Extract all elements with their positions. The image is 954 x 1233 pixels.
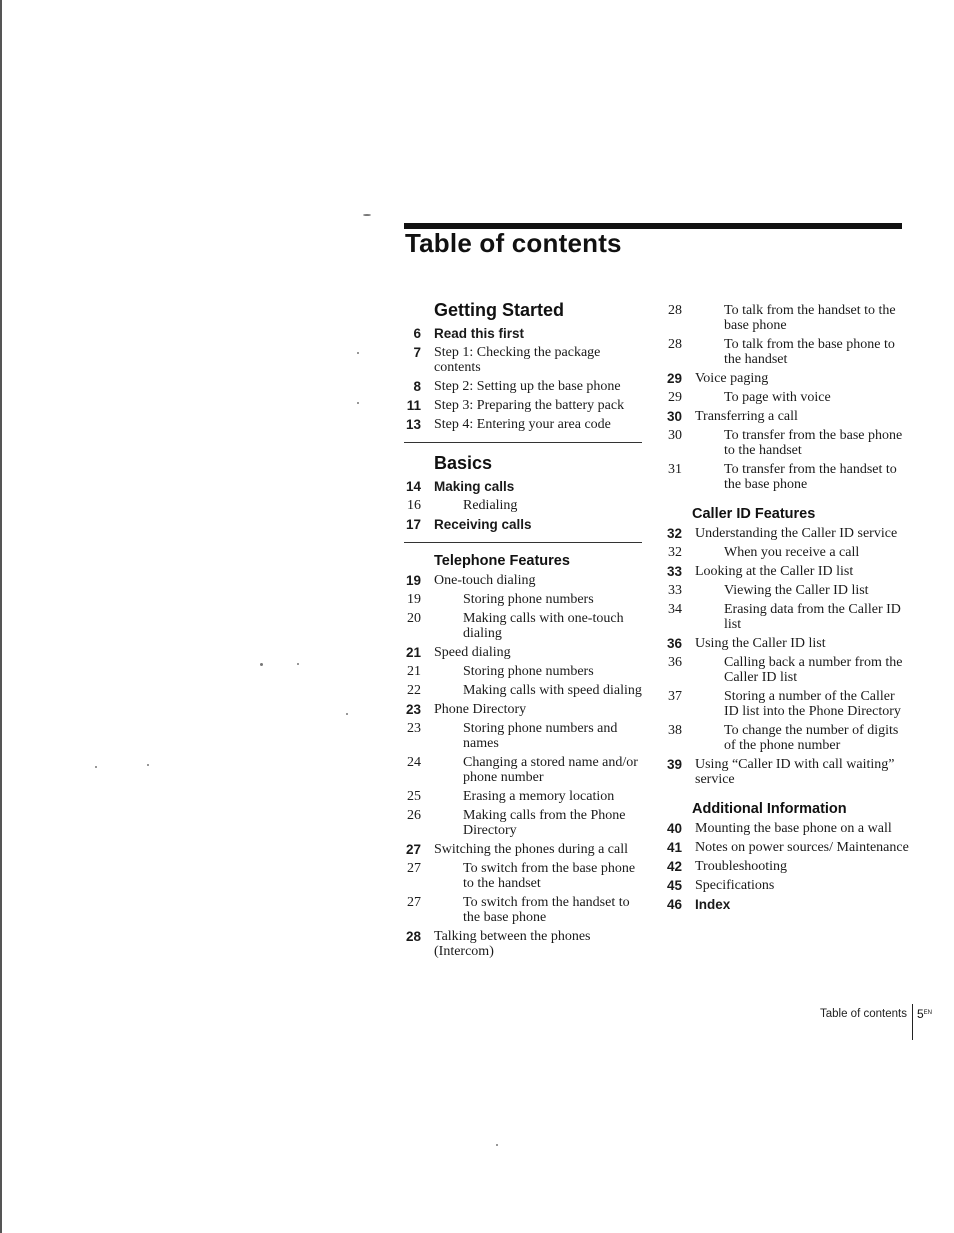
toc-entry-title: Using the Caller ID list [695, 636, 826, 651]
footer-divider [912, 1004, 913, 1040]
toc-entry[interactable] [662, 583, 912, 598]
toc-entry[interactable] [662, 526, 912, 541]
toc-entry[interactable] [662, 545, 912, 560]
section-heading: Basics [434, 453, 493, 473]
toc-entry-title: Redialing [463, 498, 518, 513]
toc-page-number: 46 [666, 897, 682, 912]
toc-page-number: 29 [668, 390, 682, 405]
toc-entry-title: Step 3: Preparing the battery pack [434, 398, 625, 413]
toc-page-number: 28 [668, 303, 682, 318]
toc-page-number: 42 [666, 859, 682, 874]
toc-entry-title: Making calls with one-touch dialing [463, 611, 624, 641]
toc-page-number: 39 [666, 757, 682, 772]
toc-page-number: 37 [668, 689, 682, 704]
toc-entry[interactable] [404, 755, 642, 785]
section-heading: Getting Started [434, 300, 565, 320]
toc-entry-title: Step 1: Checking the package contents [434, 345, 601, 375]
toc-section [404, 298, 642, 432]
toc-section [404, 542, 642, 959]
toc-entry-title: Erasing data from the Caller ID list [724, 602, 901, 632]
toc-entry-title: Using “Caller ID with call waiting” service [695, 757, 895, 787]
toc-page-number: 27 [407, 861, 421, 876]
toc-section [662, 799, 912, 912]
toc-entry[interactable] [662, 602, 912, 632]
toc-page-number: 25 [407, 789, 421, 804]
toc-page-number: 23 [405, 702, 421, 717]
toc-page-number: 41 [666, 840, 682, 855]
toc-entry[interactable] [404, 929, 642, 959]
toc-entry[interactable] [404, 417, 642, 432]
page-footer [820, 1006, 932, 1040]
toc-entry-title: Voice paging [695, 371, 769, 386]
toc-entry[interactable] [662, 371, 912, 386]
toc-page-number: 28 [405, 929, 421, 944]
toc-entry-title: Storing a number of the Caller ID list into the Phone Directory [724, 689, 901, 719]
toc-page-number: 20 [407, 611, 421, 626]
toc-entry-title: To switch from the base phone to the handset [463, 861, 636, 891]
toc-entry[interactable] [404, 789, 642, 804]
scan-left-edge [0, 0, 2, 1233]
toc-page-number: 38 [668, 723, 682, 738]
toc-left-column [404, 298, 642, 963]
toc-page-number: 29 [666, 371, 682, 386]
scan-speck [260, 663, 263, 666]
toc-page-number: 27 [407, 895, 421, 910]
toc-entry-title: Making calls [434, 479, 515, 494]
toc-page-number: 31 [668, 462, 682, 477]
toc-page-number: 28 [668, 337, 682, 352]
scan-speck [496, 1144, 498, 1146]
toc-entry-title: Changing a stored name and/or phone number [463, 755, 638, 785]
toc-entry-title: Specifications [695, 878, 775, 893]
footer-section-label: Table of contents [820, 1008, 907, 1020]
scan-speck [357, 352, 359, 354]
toc-page-number: 16 [407, 498, 421, 513]
toc-page-number: 19 [407, 592, 421, 607]
toc-page-number: 36 [666, 636, 682, 651]
toc-entry-title: To transfer from the base phone to the handset [724, 428, 903, 458]
scan-speck [297, 663, 299, 665]
toc-entry-title: One-touch dialing [434, 573, 536, 588]
toc-entry-title: To change the number of digits of the phone number [724, 723, 899, 753]
toc-entry-title: Looking at the Caller ID list [695, 564, 854, 579]
section-divider [404, 542, 642, 543]
toc-entry-title: Mounting the base phone on a wall [695, 821, 892, 836]
toc-entry[interactable] [404, 895, 642, 925]
toc-entry-title: When you receive a call [724, 545, 860, 560]
toc-entry-title: Storing phone numbers and names [463, 721, 618, 751]
toc-entry[interactable] [662, 636, 912, 651]
toc-section [662, 303, 912, 492]
toc-entry[interactable] [662, 840, 912, 855]
toc-entry[interactable] [404, 721, 642, 751]
toc-page-number: 22 [407, 683, 421, 698]
toc-entry-title: To talk from the handset to the base phone [724, 303, 896, 333]
toc-entry-title: Calling back a number from the Caller ID list [724, 655, 903, 685]
toc-entry-title: Step 2: Setting up the base phone [434, 379, 621, 394]
toc-page-number: 36 [668, 655, 682, 670]
toc-page-number: 30 [668, 428, 682, 443]
toc-page-number: 6 [413, 326, 421, 341]
toc-section [404, 442, 642, 532]
toc-page-number: 7 [413, 345, 421, 360]
toc-page-number: 14 [405, 479, 421, 494]
section-heading: Caller ID Features [692, 506, 816, 522]
toc-entry-title: To page with voice [724, 390, 831, 405]
toc-entry[interactable] [404, 842, 642, 857]
toc-entry-title: Receiving calls [434, 517, 532, 532]
scan-speck [95, 766, 97, 768]
toc-entry[interactable] [404, 861, 642, 891]
toc-entry-title: To switch from the handset to the base phone [463, 895, 630, 925]
toc-entry[interactable] [662, 859, 912, 874]
toc-page-number: 27 [405, 842, 421, 857]
toc-entry-title: Notes on power sources/ Maintenance [695, 840, 909, 855]
toc-page-number: 30 [666, 409, 682, 424]
toc-entry[interactable] [404, 683, 642, 698]
toc-entry[interactable] [662, 757, 912, 787]
section-heading: Additional Information [692, 801, 847, 817]
toc-right-column [662, 303, 912, 916]
toc-entry[interactable] [404, 808, 642, 838]
toc-entry[interactable] [662, 655, 912, 685]
toc-entry-title: Erasing a memory location [463, 789, 615, 804]
toc-page-number: 26 [407, 808, 421, 823]
toc-page-number: 13 [405, 417, 421, 432]
toc-entry[interactable] [662, 409, 912, 424]
toc-entry-title: Talking between the phones (Intercom) [434, 929, 591, 959]
toc-page-number: 33 [666, 564, 682, 579]
footer-page-suffix: EN [923, 1010, 932, 1016]
toc-entry-title: Storing phone numbers [463, 592, 594, 607]
scan-speck [357, 402, 359, 404]
toc-entry-title: Switching the phones during a call [434, 842, 629, 857]
toc-entry-title: Storing phone numbers [463, 664, 594, 679]
section-divider [404, 442, 642, 443]
toc-entry[interactable] [404, 592, 642, 607]
toc-entry[interactable] [404, 326, 642, 341]
toc-entry[interactable] [404, 645, 642, 660]
toc-entry[interactable] [404, 479, 642, 494]
toc-page-number: 21 [407, 664, 421, 679]
toc-page-number: 32 [666, 526, 682, 541]
toc-entry[interactable] [662, 564, 912, 579]
toc-page-number: 11 [406, 398, 421, 413]
toc-page-number: 23 [407, 721, 421, 736]
toc-entry-title: Making calls with speed dialing [463, 683, 642, 698]
scan-speck [346, 713, 348, 715]
toc-entry[interactable] [662, 428, 912, 458]
section-heading: Telephone Features [434, 553, 570, 569]
toc-entry[interactable] [404, 517, 642, 532]
toc-entry[interactable] [404, 345, 642, 375]
toc-page-number: 21 [405, 645, 421, 660]
toc-entry-title: Step 4: Entering your area code [434, 417, 611, 432]
toc-entry-title: Troubleshooting [695, 859, 788, 874]
toc-entry[interactable] [404, 573, 642, 588]
toc-entry[interactable] [662, 390, 912, 405]
page-title: Table of contents [405, 228, 622, 258]
toc-entry-title: To transfer from the handset to the base phone [724, 462, 897, 492]
toc-entry-title: Phone Directory [434, 702, 527, 717]
toc-page-number: 24 [407, 755, 421, 770]
toc-entry-title: Speed dialing [434, 645, 511, 660]
scan-speck [147, 764, 149, 766]
footer-page-value: 5 [916, 1007, 924, 1021]
toc-entry[interactable] [404, 611, 642, 641]
toc-page-number: 34 [668, 602, 682, 617]
toc-entry-title: Viewing the Caller ID list [724, 583, 869, 598]
toc-entry[interactable] [404, 498, 642, 513]
toc-entry[interactable] [662, 462, 912, 492]
footer-page-number [917, 1006, 932, 1022]
toc-page-number: 32 [668, 545, 682, 560]
toc-section [662, 504, 912, 787]
toc-page-number: 17 [405, 517, 421, 532]
toc-entry[interactable] [662, 897, 912, 912]
toc-entry[interactable] [662, 723, 912, 753]
toc-page-number: 33 [668, 583, 682, 598]
scan-speck [363, 214, 371, 216]
toc-entry[interactable] [404, 702, 642, 717]
toc-entry[interactable] [404, 664, 642, 679]
toc-entry[interactable] [662, 689, 912, 719]
toc-page-number: 40 [666, 821, 682, 836]
toc-entry-title: Index [695, 897, 731, 912]
toc-entry-title: Read this first [434, 326, 525, 341]
toc-entry[interactable] [662, 337, 912, 367]
toc-entry[interactable] [404, 379, 642, 394]
toc-page-number: 8 [413, 379, 421, 394]
toc-entry[interactable] [662, 878, 912, 893]
toc-page-number: 45 [666, 878, 682, 893]
toc-entry-title: Understanding the Caller ID service [695, 526, 898, 541]
toc-entry-title: To talk from the base phone to the handset [724, 337, 895, 367]
toc-page-number: 19 [405, 573, 421, 588]
toc-entry[interactable] [404, 398, 642, 413]
toc-entry-title: Transferring a call [695, 409, 798, 424]
toc-entry[interactable] [662, 821, 912, 836]
toc-entry-title: Making calls from the Phone Directory [463, 808, 626, 838]
toc-entry[interactable] [662, 303, 912, 333]
